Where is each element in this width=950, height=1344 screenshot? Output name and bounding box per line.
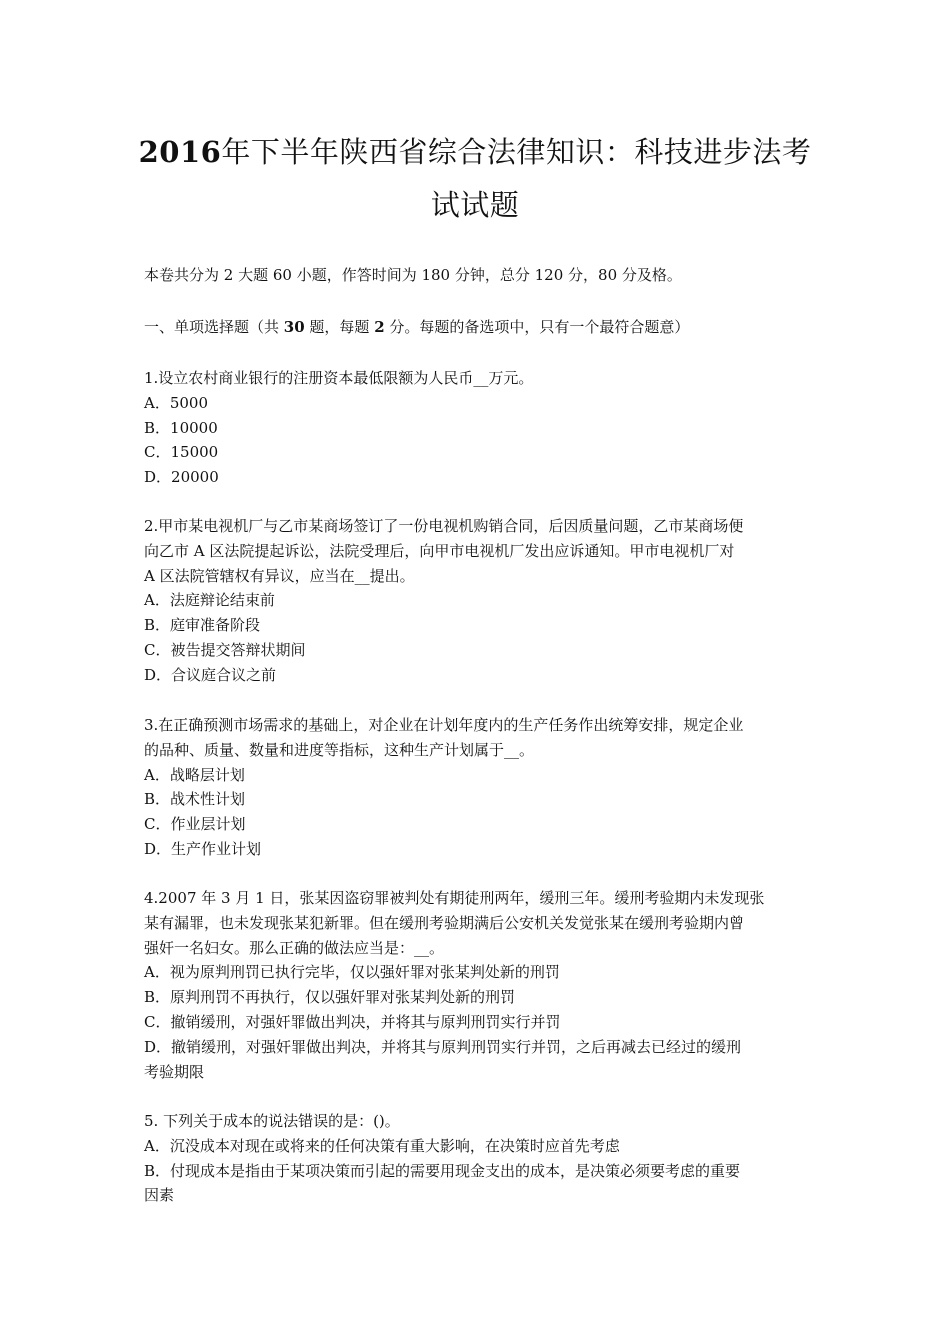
option-a: A．5000 — [144, 393, 209, 412]
question-stem-line: 向乙市 A 区法院提起诉讼，法院受理后，向甲市电视机厂发出应诉通知。甲市电视机厂对 — [144, 541, 735, 560]
question-score: 2 — [374, 318, 385, 336]
question-stem-line: 的品种、质量、数量和进度等指标，这种生产计划属于__。 — [144, 740, 535, 759]
option-a: A．战略层计划 — [144, 765, 245, 784]
document-title-line-1 — [110, 130, 840, 171]
section-prefix: 一、单项选择题（共 — [144, 318, 284, 336]
option-b: B．原判刑罚不再执行，仅以强奸罪对张某判处新的刑罚 — [144, 988, 516, 1007]
question-2 — [144, 514, 810, 688]
question-5 — [144, 1109, 810, 1208]
question-stem-line: A 区法院管辖权有异议，应当在__提出。 — [144, 566, 415, 585]
option-d: D．撤销缓刑，对强奸罪做出判决，并将其与原判刑罚实行并罚，之后再减去已经过的缓刑 — [144, 1037, 742, 1056]
option-b: B．战术性计划 — [144, 790, 246, 809]
question-stem-line: 4.2007 年 3 月 1 日，张某因盗窃罪被判处有期徒刑两年，缓刑三年。缓刑考验期内未发现张 — [144, 889, 765, 907]
title-text: 年下半年陕西省综合法律知识：科技进步法考 — [221, 135, 812, 169]
option-d: D．合议庭合议之前 — [144, 665, 277, 684]
option-c: C．撤销缓刑，对强奸罪做出判决，并将其与原判刑罚实行并罚 — [144, 1012, 561, 1031]
question-count: 30 — [283, 318, 305, 336]
section-heading — [144, 315, 810, 340]
section-mid: 题，每题 — [304, 318, 375, 336]
question-4 — [144, 886, 810, 1084]
intro-text: 本卷共分为 2 大题 60 小题，作答时间为 180 分钟，总分 120 分，80 分及格。 — [144, 266, 682, 284]
question-stem-line: 某有漏罪，也未发现张某犯新罪。但在缓刑考验期满后公安机关发觉张某在缓刑考验期内曾 — [144, 913, 745, 932]
option-a: A．视为原判刑罚已执行完毕，仅以强奸罪对张某判处新的刑罚 — [144, 963, 560, 982]
question-stem-line: 3.在正确预测市场需求的基础上，对企业在计划年度内的生产任务作出统筹安排，规定企业 — [144, 716, 744, 734]
question-stem-line: 2.甲市某电视机厂与乙市某商场签订了一份电视机购销合同，后因质量问题，乙市某商场便 — [144, 517, 744, 535]
question-1 — [144, 366, 810, 490]
title-year: 2016 — [138, 135, 222, 169]
question-stem-line: 5. 下列关于成本的说法错误的是：()。 — [144, 1112, 400, 1130]
option-d: D．20000 — [144, 468, 219, 487]
question-stem-line: 强奸一名妇女。那么正确的做法应当是：__。 — [144, 938, 445, 957]
section-suffix: 分。每题的备选项中，只有一个最符合题意） — [384, 318, 690, 336]
option-b: B．庭审准备阶段 — [144, 616, 261, 635]
option-c: C．被告提交答辩状期间 — [144, 640, 306, 659]
option-c: C．15000 — [144, 443, 219, 462]
document-title-line-2: 试试题 — [430, 188, 520, 222]
option-d-continued: 考验期限 — [144, 1062, 205, 1081]
option-a: A．沉没成本对现在或将来的任何决策有重大影响，在决策时应首先考虑 — [144, 1136, 620, 1155]
question-3 — [144, 713, 810, 862]
option-c: C．作业层计划 — [144, 815, 246, 834]
question-stem-line: 1.设立农村商业银行的注册资本最低限额为人民币__万元。 — [144, 369, 534, 387]
exam-intro — [144, 263, 810, 288]
option-b-continued: 因素 — [144, 1186, 175, 1205]
option-b: B．10000 — [144, 418, 218, 437]
option-b: B．付现成本是指由于某项决策而引起的需要用现金支出的成本，是决策必须要考虑的重要 — [144, 1161, 741, 1180]
option-d: D．生产作业计划 — [144, 839, 262, 858]
option-a: A．法庭辩论结束前 — [144, 591, 275, 610]
